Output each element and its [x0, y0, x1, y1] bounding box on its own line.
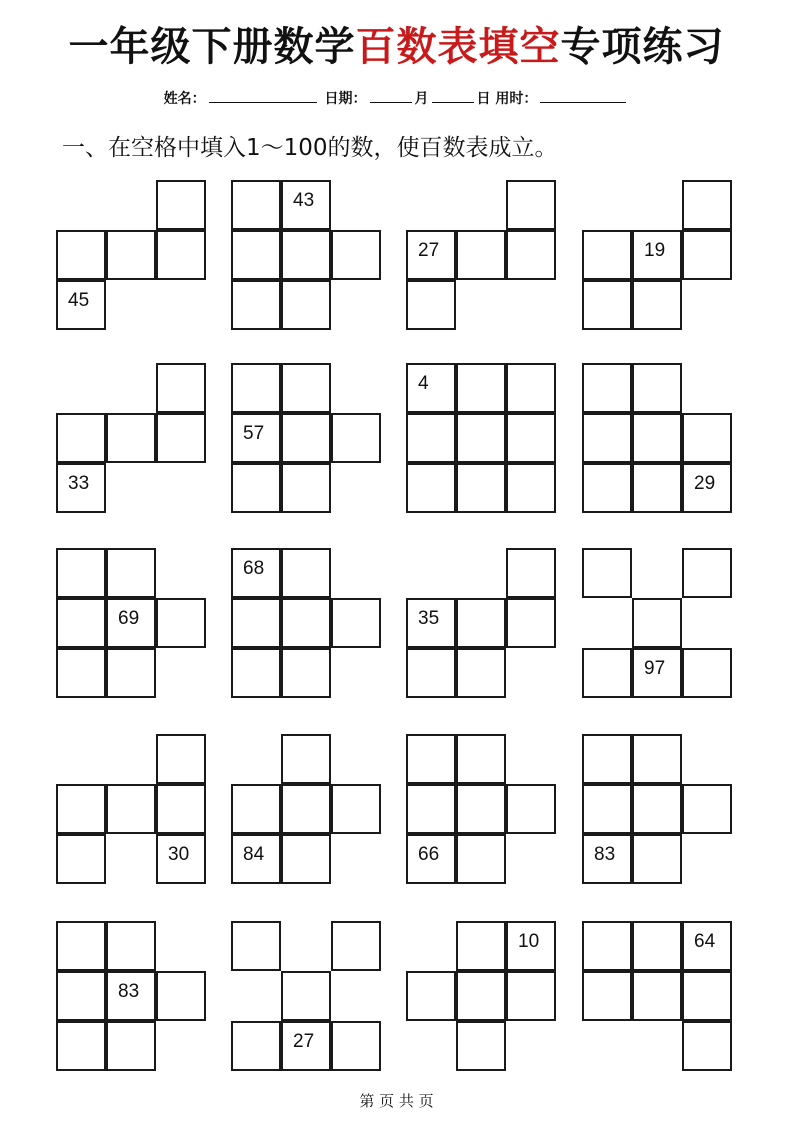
blank-answer-cell[interactable]	[281, 230, 331, 280]
given-number-cell: 33	[56, 463, 106, 513]
blank-answer-cell[interactable]	[231, 463, 281, 513]
blank-answer-cell[interactable]	[406, 413, 456, 463]
blank-answer-cell[interactable]	[106, 1021, 156, 1071]
blank-answer-cell[interactable]	[456, 598, 506, 648]
blank-answer-cell[interactable]	[582, 548, 632, 598]
blank-answer-cell[interactable]	[506, 548, 556, 598]
blank-answer-cell[interactable]	[231, 1021, 281, 1071]
title-highlight: 百数表填空	[355, 24, 561, 70]
blank-answer-cell[interactable]	[156, 180, 206, 230]
blank-answer-cell[interactable]	[456, 648, 506, 698]
given-number-cell: 84	[231, 834, 281, 884]
blank-answer-cell[interactable]	[331, 413, 381, 463]
blank-answer-cell[interactable]	[156, 734, 206, 784]
blank-answer-cell[interactable]	[506, 230, 556, 280]
puzzle-4	[582, 180, 736, 334]
given-number-cell: 30	[156, 834, 206, 884]
given-number-cell: 4	[406, 363, 456, 413]
given-number-cell: 27	[281, 1021, 331, 1071]
blank-answer-cell[interactable]	[56, 1021, 106, 1071]
blank-answer-cell[interactable]	[56, 834, 106, 884]
blank-answer-cell[interactable]	[582, 921, 632, 971]
blank-answer-cell[interactable]	[582, 363, 632, 413]
title-part2: 专项练习	[560, 24, 725, 70]
blank-answer-cell[interactable]	[156, 230, 206, 280]
blank-answer-cell[interactable]	[456, 834, 506, 884]
blank-answer-cell[interactable]	[331, 598, 381, 648]
blank-answer-cell[interactable]	[406, 784, 456, 834]
blank-answer-cell[interactable]	[56, 230, 106, 280]
name-blank[interactable]	[209, 88, 317, 103]
given-number-cell: 19	[632, 230, 682, 280]
blank-answer-cell[interactable]	[331, 784, 381, 834]
puzzle-20	[582, 921, 736, 1075]
puzzle-11	[406, 548, 560, 702]
blank-answer-cell[interactable]	[456, 784, 506, 834]
blank-answer-cell[interactable]	[456, 463, 506, 513]
puzzle-15	[406, 734, 560, 888]
given-number-cell: 45	[56, 280, 106, 330]
blank-answer-cell[interactable]	[231, 280, 281, 330]
puzzle-6	[231, 363, 385, 517]
blank-answer-cell[interactable]	[506, 413, 556, 463]
blank-answer-cell[interactable]	[156, 971, 206, 1021]
given-number-cell: 83	[582, 834, 632, 884]
blank-answer-cell[interactable]	[456, 413, 506, 463]
blank-answer-cell[interactable]	[156, 363, 206, 413]
given-number-cell: 27	[406, 230, 456, 280]
blank-answer-cell[interactable]	[56, 784, 106, 834]
given-number-cell: 64	[682, 921, 732, 971]
blank-answer-cell[interactable]	[231, 921, 281, 971]
blank-answer-cell[interactable]	[582, 971, 632, 1021]
blank-answer-cell[interactable]	[106, 230, 156, 280]
time-label: 用时：	[495, 91, 538, 107]
blank-answer-cell[interactable]	[682, 971, 732, 1021]
blank-answer-cell[interactable]	[682, 784, 732, 834]
blank-answer-cell[interactable]	[582, 230, 632, 280]
blank-answer-cell[interactable]	[632, 280, 682, 330]
given-number-cell: 83	[106, 971, 156, 1021]
blank-answer-cell[interactable]	[231, 598, 281, 648]
blank-answer-cell[interactable]	[106, 648, 156, 698]
blank-answer-cell[interactable]	[582, 413, 632, 463]
blank-answer-cell[interactable]	[456, 734, 506, 784]
blank-answer-cell[interactable]	[406, 463, 456, 513]
blank-answer-cell[interactable]	[281, 784, 331, 834]
title-part1: 一年级下册数学	[68, 24, 356, 70]
puzzle-2	[231, 180, 385, 334]
given-number-cell: 97	[632, 648, 682, 698]
puzzle-12	[582, 548, 736, 702]
puzzle-3	[406, 180, 560, 334]
blank-answer-cell[interactable]	[632, 921, 682, 971]
puzzle-19	[406, 921, 560, 1075]
blank-answer-cell[interactable]	[56, 598, 106, 648]
month-blank[interactable]	[370, 88, 412, 103]
blank-answer-cell[interactable]	[632, 598, 682, 648]
puzzle-13	[56, 734, 210, 888]
blank-answer-cell[interactable]	[582, 734, 632, 784]
blank-answer-cell[interactable]	[682, 1021, 732, 1071]
day-blank[interactable]	[432, 88, 474, 103]
blank-answer-cell[interactable]	[506, 180, 556, 230]
blank-answer-cell[interactable]	[281, 363, 331, 413]
blank-answer-cell[interactable]	[331, 1021, 381, 1071]
given-number-cell: 69	[106, 598, 156, 648]
blank-answer-cell[interactable]	[682, 648, 732, 698]
blank-answer-cell[interactable]	[506, 971, 556, 1021]
blank-answer-cell[interactable]	[456, 921, 506, 971]
blank-answer-cell[interactable]	[281, 648, 331, 698]
puzzle-14	[231, 734, 385, 888]
puzzle-18	[231, 921, 385, 1075]
student-info-row	[0, 88, 793, 110]
blank-answer-cell[interactable]	[281, 280, 331, 330]
blank-answer-cell[interactable]	[231, 363, 281, 413]
date-label: 日期：	[324, 91, 367, 107]
day-label: 日	[476, 91, 491, 107]
blank-answer-cell[interactable]	[56, 921, 106, 971]
blank-answer-cell[interactable]	[56, 548, 106, 598]
blank-answer-cell[interactable]	[231, 230, 281, 280]
blank-answer-cell[interactable]	[231, 648, 281, 698]
page-footer: 第 页 共 页	[359, 1092, 434, 1110]
blank-answer-cell[interactable]	[231, 784, 281, 834]
blank-answer-cell[interactable]	[281, 413, 331, 463]
blank-answer-cell[interactable]	[156, 413, 206, 463]
instruction-text: 一、在空格中填入1～100的数，使百数表成立。	[62, 135, 558, 161]
blank-answer-cell[interactable]	[156, 784, 206, 834]
blank-answer-cell[interactable]	[281, 548, 331, 598]
blank-answer-cell[interactable]	[506, 784, 556, 834]
puzzle-9	[56, 548, 210, 702]
blank-answer-cell[interactable]	[632, 971, 682, 1021]
blank-answer-cell[interactable]	[456, 1021, 506, 1071]
blank-answer-cell[interactable]	[632, 413, 682, 463]
blank-answer-cell[interactable]	[56, 971, 106, 1021]
worksheet-title	[0, 22, 793, 72]
blank-answer-cell[interactable]	[682, 413, 732, 463]
given-number-cell: 35	[406, 598, 456, 648]
blank-answer-cell[interactable]	[506, 598, 556, 648]
blank-answer-cell[interactable]	[406, 971, 456, 1021]
blank-answer-cell[interactable]	[156, 598, 206, 648]
blank-answer-cell[interactable]	[106, 548, 156, 598]
blank-answer-cell[interactable]	[281, 598, 331, 648]
blank-answer-cell[interactable]	[281, 463, 331, 513]
blank-answer-cell[interactable]	[506, 363, 556, 413]
puzzle-7	[406, 363, 560, 517]
blank-answer-cell[interactable]	[406, 280, 456, 330]
given-number-cell: 66	[406, 834, 456, 884]
blank-answer-cell[interactable]	[106, 784, 156, 834]
blank-answer-cell[interactable]	[582, 280, 632, 330]
blank-answer-cell[interactable]	[456, 363, 506, 413]
blank-answer-cell[interactable]	[456, 230, 506, 280]
blank-answer-cell[interactable]	[406, 734, 456, 784]
blank-answer-cell[interactable]	[281, 734, 331, 784]
time-blank[interactable]	[540, 88, 626, 103]
blank-answer-cell[interactable]	[281, 971, 331, 1021]
blank-answer-cell[interactable]	[582, 648, 632, 698]
given-number-cell: 68	[231, 548, 281, 598]
blank-answer-cell[interactable]	[632, 734, 682, 784]
given-number-cell: 43	[281, 180, 331, 230]
blank-answer-cell[interactable]	[582, 784, 632, 834]
blank-answer-cell[interactable]	[632, 363, 682, 413]
blank-answer-cell[interactable]	[456, 971, 506, 1021]
puzzle-5	[56, 363, 210, 517]
given-number-cell: 29	[682, 463, 732, 513]
blank-answer-cell[interactable]	[331, 921, 381, 971]
puzzle-8	[582, 363, 736, 517]
blank-answer-cell[interactable]	[281, 834, 331, 884]
blank-answer-cell[interactable]	[56, 648, 106, 698]
blank-answer-cell[interactable]	[632, 463, 682, 513]
blank-answer-cell[interactable]	[56, 413, 106, 463]
blank-answer-cell[interactable]	[632, 784, 682, 834]
blank-answer-cell[interactable]	[331, 230, 381, 280]
blank-answer-cell[interactable]	[106, 413, 156, 463]
given-number-cell: 10	[506, 921, 556, 971]
blank-answer-cell[interactable]	[582, 463, 632, 513]
blank-answer-cell[interactable]	[682, 230, 732, 280]
puzzle-17	[56, 921, 210, 1075]
blank-answer-cell[interactable]	[632, 834, 682, 884]
blank-answer-cell[interactable]	[506, 463, 556, 513]
blank-answer-cell[interactable]	[231, 180, 281, 230]
blank-answer-cell[interactable]	[406, 648, 456, 698]
month-label: 月	[414, 91, 429, 107]
blank-answer-cell[interactable]	[682, 548, 732, 598]
blank-answer-cell[interactable]	[106, 921, 156, 971]
name-label: 姓名：	[163, 91, 206, 107]
puzzle-10	[231, 548, 385, 702]
given-number-cell: 57	[231, 413, 281, 463]
blank-answer-cell[interactable]	[682, 180, 732, 230]
puzzle-1	[56, 180, 210, 334]
puzzle-16	[582, 734, 736, 888]
